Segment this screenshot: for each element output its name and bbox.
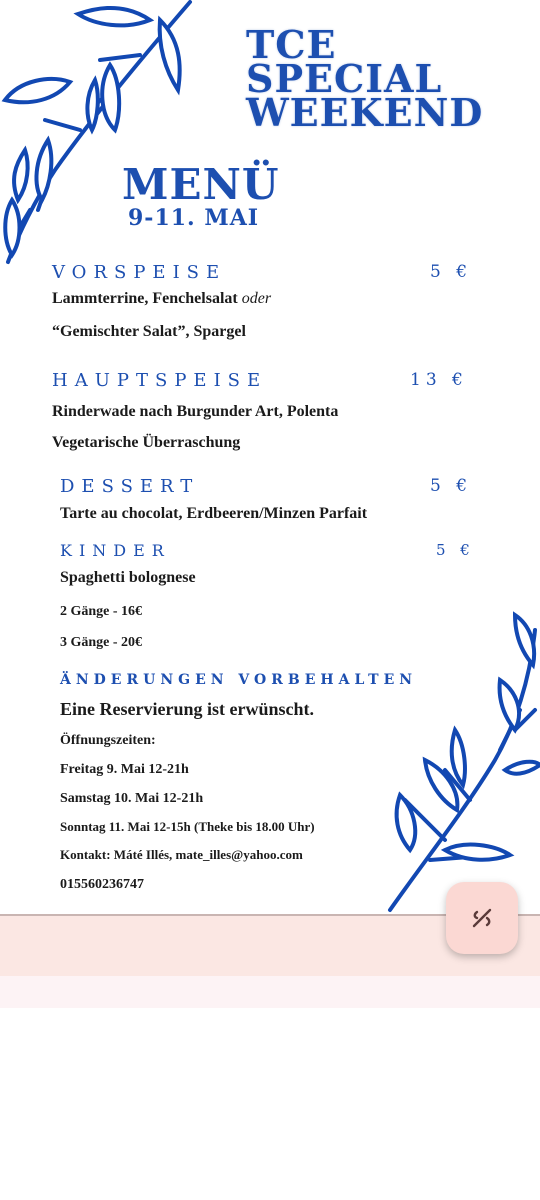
reservation-note: Eine Reservierung ist erwünscht.	[60, 699, 314, 719]
menu-item-hauptspeise-2: Vegetarische Überraschung	[52, 434, 241, 451]
price-vorspeise: 5 €	[430, 262, 473, 282]
section-title-hauptspeise: HAUPTSPEISE	[52, 370, 268, 391]
section-title-vorspeise: VORSPEISE	[52, 262, 227, 283]
event-title	[246, 22, 484, 135]
course-price-2: 2 Gänge - 16€	[60, 604, 143, 619]
contact-line: Kontakt: Máté Illés, mate_illes@yahoo.com	[60, 847, 303, 862]
menu-heading: MENÜ	[122, 160, 280, 209]
hours-saturday: Samstag 10. Mai 12-21h	[60, 791, 204, 806]
contact-phone: 015560236747	[60, 877, 144, 892]
pencil-sparkle-icon	[468, 904, 496, 932]
price-hauptspeise: 13 €	[410, 370, 468, 390]
title-line-1: TCE	[246, 22, 337, 67]
hours-sunday: Sonntag 11. Mai 12-15h (Theke bis 18.00 Uhr)	[60, 819, 315, 834]
menu-item-vorspeise-1: Lammterrine, Fenchelsalat oder	[52, 290, 272, 307]
menu-item-kinder-1: Spaghetti bolognese	[60, 569, 196, 586]
leaf-branch-bottom-illustration	[385, 610, 540, 915]
section-title-dessert: DESSERT	[60, 476, 200, 497]
section-title-kinder: KINDER	[60, 541, 171, 560]
price-kinder: 5 €	[436, 541, 475, 559]
price-dessert: 5 €	[430, 476, 473, 496]
course-price-3: 3 Gänge - 20€	[60, 635, 143, 650]
menu-item-vorspeise-2: “Gemischter Salat”, Spargel	[52, 323, 246, 340]
menu-item-dessert-1: Tarte au chocolat, Erdbeeren/Minzen Parfait	[60, 505, 368, 522]
hours-label: Öffnungszeiten:	[60, 733, 156, 748]
changes-notice: ÄNDERUNGEN VORBEHALTEN	[60, 672, 418, 688]
bottom-band-secondary	[0, 976, 540, 1008]
title-line-2: SPECIAL	[246, 56, 443, 101]
hours-friday: Freitag 9. Mai 12-21h	[60, 762, 189, 777]
menu-date: 9-11. MAI	[128, 205, 260, 231]
title-line-3: WEEKEND	[246, 90, 484, 135]
menu-item-hauptspeise-1: Rinderwade nach Burgunder Art, Polenta	[52, 403, 339, 420]
edit-fab-button[interactable]	[446, 882, 518, 954]
